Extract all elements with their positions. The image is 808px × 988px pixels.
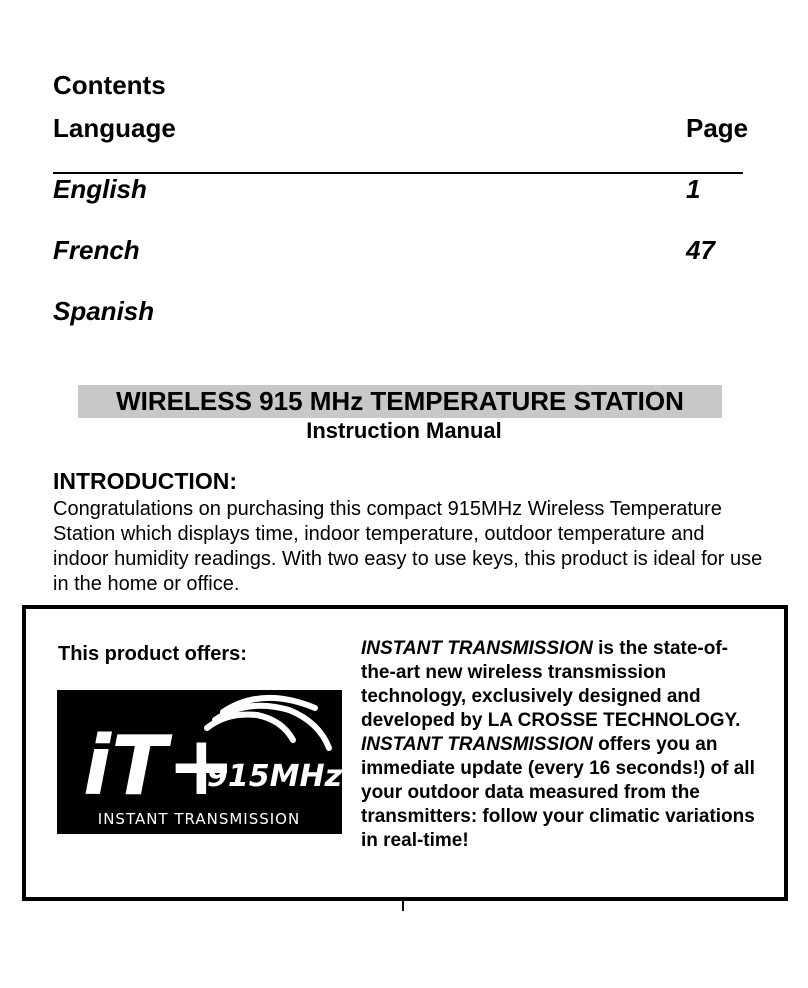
instant-transmission-description — [361, 637, 761, 853]
product-offers-label: This product offers: — [58, 643, 247, 665]
instant-transmission-logo — [57, 690, 342, 834]
toc-language-french[interactable]: French — [53, 235, 140, 265]
logo-frequency-text: 915MHz — [207, 759, 342, 794]
introduction-heading: INTRODUCTION: — [53, 468, 237, 494]
manual-subtitle: Instruction Manual — [306, 418, 502, 443]
page-tick-mark — [402, 897, 404, 911]
toc-page-french: 47 — [686, 235, 715, 265]
introduction-body: Congratulations on purchasing this compact 915MHz Wireless Temperature Station which displays time, indoor temperature, outdoor temperature and indoor humidity readings. With two easy to use keys, this product is ideal for use in the home or office. — [53, 498, 763, 595]
description-brand-2: INSTANT TRANSMISSION — [361, 734, 593, 755]
description-brand-1: INSTANT TRANSMISSION — [361, 638, 593, 659]
toc-language-spanish[interactable]: Spanish — [53, 296, 155, 326]
toc-language-english[interactable]: English — [53, 174, 147, 204]
description-part-2: offers you an immediate update (every 16 seconds!) of all your outdoor data measured from the transmitters: follow your climatic variations in real-time! — [361, 734, 755, 851]
it-plus-logo-icon — [57, 690, 342, 834]
contents-title: Contents — [53, 70, 166, 100]
language-column-header: Language — [53, 113, 176, 143]
description-part-1: is the state-of-the-art new wireless transmission technology, exclusively designed and developed by LA CROSSE TECHNOLOGY. — [361, 638, 741, 731]
divider-rule — [53, 172, 743, 174]
page-column-header: Page — [686, 113, 749, 143]
toc-page-english: 1 — [686, 174, 701, 204]
logo-brand-text: iT+ — [83, 719, 236, 814]
logo-caption-text: INSTANT TRANSMISSION — [97, 810, 301, 828]
manual-title-banner: WIRELESS 915 MHz TEMPERATURE STATION — [78, 385, 722, 418]
